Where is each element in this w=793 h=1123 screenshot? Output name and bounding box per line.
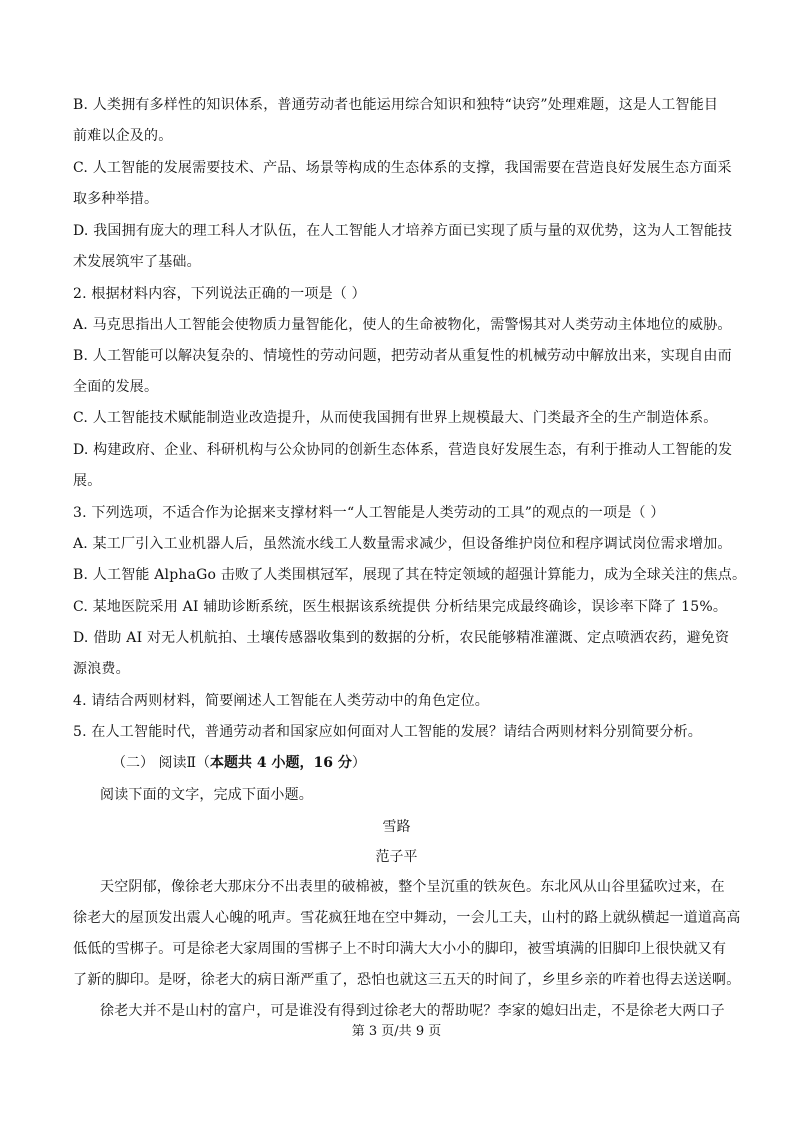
q2-option-b-line2: 全面的发展。 xyxy=(73,379,159,395)
story-paragraph1-line3: 低低的雪梆子。可是徐老大家周围的雪梆子上不时印满大大小小的脚印，被雪填满的旧脚印上很快就又有 xyxy=(73,941,727,957)
section-heading-bold: 本题共 4 小题，16 分 xyxy=(209,755,352,771)
q3-option-d-line1: D. 借助 AI 对无人机航拍、土壤传感器收集到的数据的分析，农民能够精准灌溉、定点喷洒农药，避免资 xyxy=(73,630,730,646)
story-author: 范子平 xyxy=(375,849,418,865)
story-paragraph1-line2: 徐老大的屋顶发出震人心魄的吼声。雪花疯狂地在空中舞动，一会儿工夫，山村的路上就纵横起一道道高高 xyxy=(73,910,741,926)
reading-instruction: 阅读下面的文字，完成下面小题。 xyxy=(100,787,313,803)
q4-question: 4. 请结合两则材料，简要阐述人工智能在人类劳动中的角色定位。 xyxy=(73,693,490,709)
q2-stem: 2. 根据材料内容，下列说法正确的一项是（ ） xyxy=(73,286,366,302)
story-paragraph1-line1: 天空阴郁，像徐老大那床分不出表里的破棉被，整个呈沉重的铁灰色。东北风从山谷里猛吹过来，在 xyxy=(100,879,725,895)
q1-option-b-line2: 前难以企及的。 xyxy=(73,128,173,144)
q1-option-c-line2: 取多种举措。 xyxy=(73,191,159,207)
story-paragraph2-line1: 徐老大并不是山村的富户，可是谁没有得到过徐老大的帮助呢？李家的媳妇出走，不是徐老大两口子 xyxy=(100,1003,725,1019)
q3-stem: 3. 下列选项，不适合作为论据来支撑材料一“人工智能是人类劳动的工具”的观点的一项是（ ） xyxy=(73,505,665,521)
q1-option-d-line1: D. 我国拥有庞大的理工科人才队伍，在人工智能人才培养方面已实现了质与量的双优势，这为人工智能技 xyxy=(73,223,733,239)
q2-option-b-line1: B. 人工智能可以解决复杂的、情境性的劳动问题，把劳动者从重复性的机械劳动中解放出来，实现自由而 xyxy=(73,348,732,364)
q1-option-b-line1: B. 人类拥有多样性的知识体系，普通劳动者也能运用综合知识和独特“诀窍”处理难题，这是人工智能目 xyxy=(73,97,719,113)
q1-option-c-line1: C. 人工智能的发展需要技术、产品、场景等构成的生态体系的支撑，我国需要在营造良好发展生态方面采 xyxy=(73,160,732,176)
section-heading-prefix: （二） 阅读Ⅱ（ xyxy=(112,755,210,771)
story-title: 雪路 xyxy=(382,819,411,835)
q5-question: 5. 在人工智能时代，普通劳动者和国家应如何面对人工智能的发展？请结合两则材料分别简要分析。 xyxy=(73,724,703,740)
section-heading xyxy=(112,754,366,772)
page-footer: 第 3 页/共 9 页 xyxy=(351,1024,442,1039)
q2-option-d-line1: D. 构建政府、企业、科研机构与公众协同的创新生态体系，营造良好发展生态，有利于推动人工智能的发 xyxy=(73,442,733,458)
q2-option-c: C. 人工智能技术赋能制造业改造提升，从而使我国拥有世界上规模最大、门类最齐全的生产制造体系。 xyxy=(73,410,718,426)
q2-option-d-line2: 展。 xyxy=(73,473,102,489)
q3-option-b: B. 人工智能 AlphaGo 击败了人类围棋冠军，展现了其在特定领域的超强计算能力，成为全球关注的焦点。 xyxy=(73,567,747,583)
q3-option-d-line2: 源浪费。 xyxy=(73,661,130,677)
q2-option-a: A. 马克思指出人工智能会使物质力量智能化，使人的生命被物化，需警惕其对人类劳动主体地位的威胁。 xyxy=(73,317,732,333)
story-paragraph1-line4: 了新的脚印。是呀，徐老大的病日渐严重了，恐怕也就这三五天的时间了，乡里乡亲的咋着也得去送送啊。 xyxy=(73,972,741,988)
q3-option-c: C. 某地医院采用 AI 辅助诊断系统，医生根据该系统提供 分析结果完成最终确诊，误诊率下降了 15%。 xyxy=(73,599,728,615)
section-heading-suffix: ） xyxy=(351,755,366,771)
q3-option-a: A. 某工厂引入工业机器人后，虽然流水线工人数量需求减少，但设备维护岗位和程序调试岗位需求增加。 xyxy=(73,536,732,552)
q1-option-d-line2: 术发展筑牢了基础。 xyxy=(73,254,201,270)
